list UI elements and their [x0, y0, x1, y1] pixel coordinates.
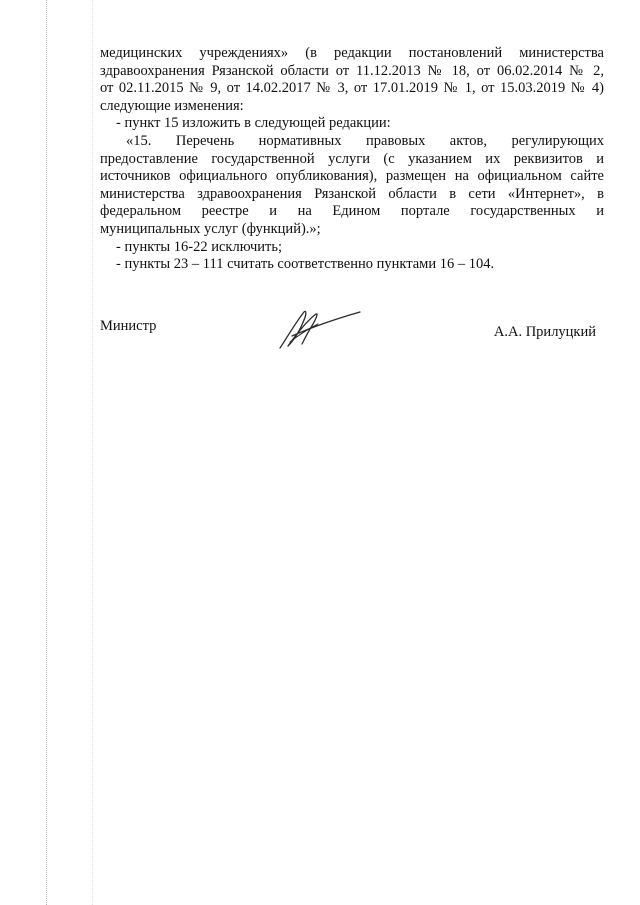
quote-line-1: «15. Перечень нормативных правовых актов, регулирующих: [126, 132, 604, 149]
body-line-1: медицинских учреждениях» (в редакции постановлений министерства: [100, 45, 604, 61]
quote-line-3: источников официального опубликования), размещен на официальном сайте: [100, 168, 604, 185]
body-line-3: от 02.11.2015 № 9, от 14.02.2017 № 3, от 17.01.2019 № 1, от 15.03.2019 № 4): [100, 80, 604, 97]
quote-line-4: министерства здравоохранения Рязанской области в сети «Интернет», в: [100, 185, 604, 202]
amendment-item-3: - пункты 23 – 111 считать соответственно пунктами 16 – 104.: [116, 256, 495, 273]
amendment-item-2: - пункты 16-22 исключить;: [116, 238, 283, 255]
signer-name: А.А. Прилуцкий: [493, 324, 596, 340]
document-body: [100, 45, 604, 274]
quote-line-2: предоставление государственной услуги (с указанием их реквизитов и: [100, 150, 604, 167]
signature-block: [100, 302, 604, 362]
body-line-4: следующие изменения:: [100, 97, 244, 114]
amendment-item-1: - пункт 15 изложить в следующей редакции:: [116, 115, 391, 132]
quote-line-5: федеральном реестре и на Едином портале государственных и: [100, 203, 604, 220]
quote-line-6: муниципальных услуг (функций).»;: [100, 220, 321, 237]
binding-margin-line: [46, 0, 47, 905]
margin-guide-line: [92, 0, 93, 905]
signer-position: Министр: [100, 318, 157, 334]
handwritten-signature: [270, 302, 370, 354]
body-line-2: здравоохранения Рязанской области от 11.12.2013 № 18, от 06.02.2014 № 2,: [100, 62, 604, 79]
